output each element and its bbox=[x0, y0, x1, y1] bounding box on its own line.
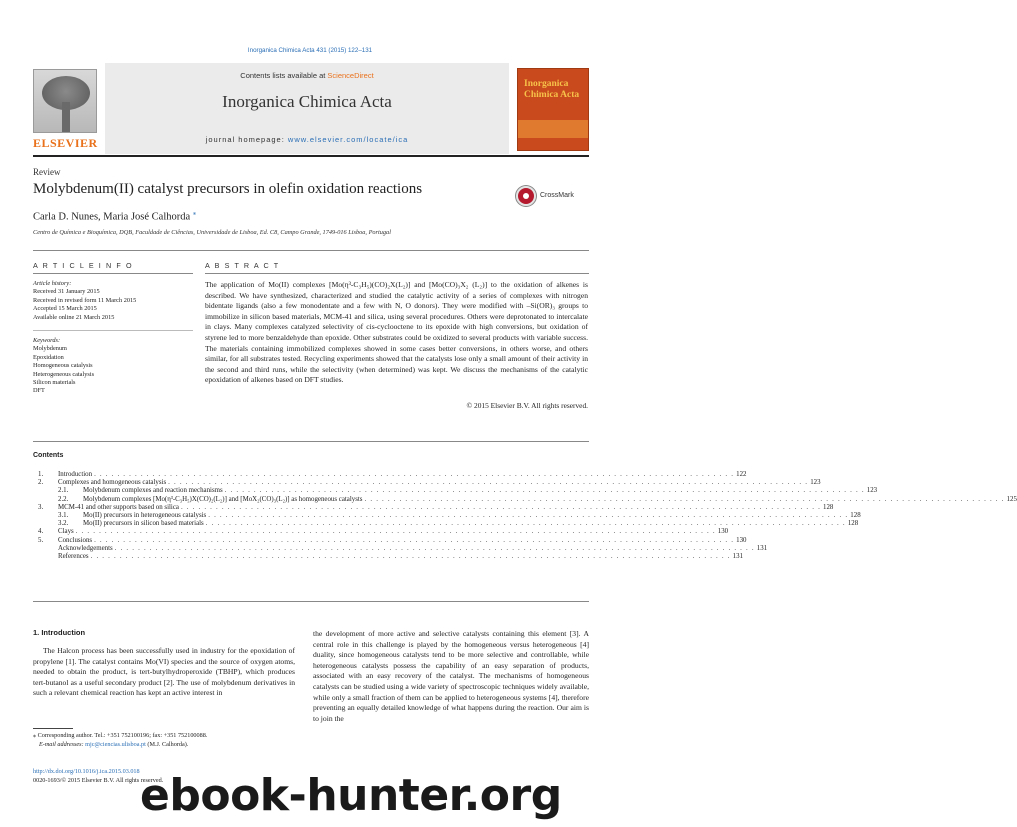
keyword: Homogeneous catalysis bbox=[33, 362, 93, 370]
toc-dot-leader: . . . . . . . . . . . . . . . . . . . . . . . . . . . . . . . . . . . . . . . . . . . . . . . . . . . . . . . . . . . . . . . . . . . . . . . . . . . . . . . . . . . . . . . . . . . . . . . . . . . . . . . . . . . . . . bbox=[208, 511, 849, 519]
contents-available-line bbox=[105, 71, 509, 80]
keyword: Heterogeneous catalysis bbox=[33, 370, 95, 378]
toc-entry[interactable] bbox=[33, 552, 744, 561]
corresponding-author-mark[interactable]: ⁎ bbox=[192, 209, 197, 217]
toc-title: MCM-41 and other supports based on silica bbox=[58, 503, 179, 511]
toc-number: 2.1. bbox=[58, 487, 69, 495]
toc-page-number: 128 bbox=[847, 520, 859, 528]
author-affiliation: Centro de Química e Bioquímica, DQB, Faculdade de Ciências, Universidade de Lisboa, Ed. C8, Campo Grande, 1749-016 Lisboa, Portugal bbox=[33, 229, 391, 236]
toc-number: 4. bbox=[38, 528, 44, 536]
table-of-contents bbox=[33, 471, 1017, 561]
article-authors bbox=[33, 209, 196, 223]
body-left-column bbox=[33, 646, 295, 699]
journal-masthead bbox=[33, 63, 589, 154]
contents-bottom-rule bbox=[33, 601, 589, 602]
toc-dot-leader: . . . . . . . . . . . . . . . . . . . . . . . . . . . . . . . . . . . . . . . . . . . . . . . . . . . . . . . . . . . . . . . . . . . . . . . . . . . . . . . . . . . . . . . . . . . . . . . . . . . . . . . . . . . . . . bbox=[75, 528, 716, 536]
issn-line: 0020-1693/© 2015 Elsevier B.V. All rights reserved. bbox=[33, 777, 164, 784]
keywords-label: Keywords: bbox=[33, 337, 61, 344]
info-separator bbox=[33, 330, 193, 331]
introduction-heading: 1. Introduction bbox=[33, 628, 86, 637]
history-item: Received 31 January 2015 bbox=[33, 288, 100, 296]
toc-title: Acknowledgements bbox=[58, 544, 113, 552]
toc-number: 3.1. bbox=[58, 511, 69, 519]
toc-entry[interactable] bbox=[33, 528, 729, 536]
contents-top-rule bbox=[33, 441, 589, 442]
abstract-heading: A B S T R A C T bbox=[205, 261, 280, 270]
toc-number: 2. bbox=[38, 479, 44, 487]
history-item: Available online 21 March 2015 bbox=[33, 313, 115, 321]
sciencedirect-link[interactable]: ScienceDirect bbox=[327, 71, 374, 80]
toc-entry[interactable] bbox=[33, 479, 821, 487]
toc-number: 3. bbox=[38, 503, 44, 511]
toc-page-number: 131 bbox=[732, 552, 744, 560]
article-history bbox=[33, 280, 193, 322]
footnote-rule bbox=[33, 728, 73, 729]
masthead-center bbox=[105, 63, 509, 154]
history-item: Accepted 15 March 2015 bbox=[33, 305, 97, 313]
masthead-divider bbox=[33, 155, 589, 157]
journal-cover-image bbox=[517, 68, 589, 151]
toc-entry[interactable] bbox=[33, 544, 768, 553]
toc-page-number: 125 bbox=[1006, 495, 1017, 503]
watermark bbox=[140, 770, 610, 820]
toc-title: Conclusions bbox=[58, 536, 93, 544]
toc-entry[interactable] bbox=[33, 471, 747, 479]
corresponding-author-footnote: ⁎ Corresponding author. Tel.: +351 752100196; fax: +351 752100088. bbox=[33, 732, 208, 739]
article-info-heading: A R T I C L E I N F O bbox=[33, 261, 134, 270]
abstract-copyright: © 2015 Elsevier B.V. All rights reserved. bbox=[466, 401, 588, 410]
cover-title: Inorganica Chimica Acta bbox=[524, 79, 580, 100]
toc-dot-leader: . . . . . . . . . . . . . . . . . . . . . . . . . . . . . . . . . . . . . . . . . . . . . . . . . . . . . . . . . . . . . . . . . . . . . . . . . . . . . . . . . . . . . . . . . . . . . . . . . . . . . . . . . . . . . . bbox=[94, 471, 735, 478]
toc-page-number: 123 bbox=[810, 479, 821, 487]
elsevier-tree-icon bbox=[33, 69, 97, 133]
keyword: Epoxidation bbox=[33, 353, 64, 361]
toc-dot-leader: . . . . . . . . . . . . . . . . . . . . . . . . . . . . . . . . . . . . . . . . . . . . . . . . . . . . . . . . . . . . . . . . . . . . . . . . . . . . . . . . . . . . . . . . . . . . . . . . . . . . . . . . . . . . . . bbox=[114, 544, 755, 552]
crossmark-button[interactable] bbox=[516, 186, 586, 208]
toc-title: References bbox=[58, 552, 89, 560]
contents-prefix: Contents lists available at bbox=[240, 71, 326, 80]
toc-title: Complexes and homogeneous catalysis bbox=[58, 479, 167, 487]
toc-page-number: 122 bbox=[736, 471, 747, 478]
article-section-label: Review bbox=[33, 167, 61, 177]
toc-number: 1. bbox=[38, 471, 44, 478]
toc-entry[interactable] bbox=[33, 511, 861, 520]
toc-dot-leader: . . . . . . . . . . . . . . . . . . . . . . . . . . . . . . . . . . . . . . . . . . . . . . . . . . . . . . . . . . . . . . . . . . . . . . . . . . . . . . . . . . . . . . . . . . . . . . . . . . . . . . . . . . . . . . bbox=[205, 520, 846, 528]
toc-dot-leader: . . . . . . . . . . . . . . . . . . . . . . . . . . . . . . . . . . . . . . . . . . . . . . . . . . . . . . . . . . . . . . . . . . . . . . . . . . . . . . . . . . . . . . . . . . . . . . . . . . . . . . . . . . . . . . bbox=[168, 479, 809, 487]
toc-entry[interactable] bbox=[33, 536, 747, 545]
author-names: Carla D. Nunes, Maria José Calhorda bbox=[33, 211, 191, 223]
history-item: Received in revised form 11 March 2015 bbox=[33, 296, 137, 304]
toc-title: Molybdenum complexes [Mo(η³-C₃H₅)X(CO)₂(L₂)] and [MoX₂(CO)₃(L₂)] as homogeneous catalysts bbox=[83, 495, 363, 503]
toc-number: 3.2. bbox=[58, 520, 69, 528]
email-footnote bbox=[33, 741, 303, 749]
toc-dot-leader: . . . . . . . . . . . . . . . . . . . . . . . . . . . . . . . . . . . . . . . . . . . . . . . . . . . . . . . . . . . . . . . . . . . . . . . . . . . . . . . . . . . . . . . . . . . . . . . . . . . . . . . . . . . . . . bbox=[90, 552, 731, 560]
toc-dot-leader: . . . . . . . . . . . . . . . . . . . . . . . . . . . . . . . . . . . . . . . . . . . . . . . . . . . . . . . . . . . . . . . . . . . . . . . . . . . . . . . . . . . . . . . . . . . . . . . . . . . . . . . . . . . . . . bbox=[94, 536, 735, 544]
contents-heading: Contents bbox=[33, 452, 64, 459]
toc-page-number: 128 bbox=[823, 503, 834, 511]
journal-homepage-line bbox=[105, 135, 509, 144]
toc-entry[interactable] bbox=[33, 503, 834, 512]
toc-number: 2.2. bbox=[58, 495, 69, 503]
body-paragraph: the development of more active and selective catalysts containing this element [3]. A central role in this challenge is played by the homogeneous versus heterogeneous [4] duality, since homogeneous catalysts tend to be more selective and controllable, while heterogeneous catalysts possess the capability of an easy separation of products, associated with an easy recovery of the catalyst. The mechanisms of homogeneous catalysts can be studied using a wide variety of spectroscopic techniques widely available, while only a small fraction of them can be applied to heterogeneous systems [4], therefore preventing an equally detailed knowledge of what happens during the reaction. Our aim is to join the bbox=[313, 629, 589, 723]
watermark-text: ebook-hunter.org bbox=[140, 770, 562, 821]
keyword: DFT bbox=[33, 387, 45, 395]
toc-page-number: 130 bbox=[736, 536, 747, 544]
article-info-rule bbox=[33, 273, 193, 274]
body-paragraph: The Halcon process has been successfully used in industry for the epoxidation of propylene [1]. The catalyst contains Mo(VI) species and the source of oxygen atoms, needed to obtain the product, is tert-butylhydroperoxide (TBHP), which produces tert-butanol as a useful secondary product [2]. The use of molybdenum derivatives in such a relevant chemical reaction has kept an active interest in bbox=[33, 646, 295, 698]
abstract-text: The application of Mo(II) complexes [Mo(η³-C₃H₅)(CO)₂X(L₂)] and [Mo(CO)₃X₂ (L₂)] to the oxidation of alkenes is described. We have synthesized, characterized and studied the catalytic activity of a series of complexes with nitrogen bidentate ligands (also a few monodentate and a few with N, O donors). They were modified with –Si(OR)₃ groups to immobilize in silicon based materials, MCM-41 and silica, using several procedures. Others were deprotonated to intercalate in clays. Many complexes catalyzed selectivity of cis-cyclooctene to its epoxide with high conversions, but oxidation of styrene led to more benzaldehyde than epoxide. Other substrates could be oxidized to several products with variable success. The materials containing immobilized complexes showed in some cases better conversions, in others worse, and others similar, for all substrates tested. Recycling experiments showed that the catalysts lose only a small amount of their activity in the second and third runs, while the selectivity (when determined) was kept. We discuss the mechanisms of the catalytic epoxidation of alkenes based on DFT studies. bbox=[205, 280, 588, 385]
toc-title: Mo(II) precursors in heterogeneous catalysis bbox=[83, 511, 207, 519]
abstract-rule bbox=[205, 273, 589, 274]
toc-entry[interactable] bbox=[33, 520, 859, 528]
toc-page-number: 131 bbox=[756, 544, 768, 552]
keyword: Molybdenum bbox=[33, 345, 67, 353]
header-divider bbox=[33, 250, 589, 251]
toc-page-number: 128 bbox=[850, 511, 861, 519]
toc-dot-leader: . . . . . . . . . . . . . . . . . . . . . . . . . . . . . . . . . . . . . . . . . . . . . . . . . . . . . . . . . . . . . . . . . . . . . . . . . . . . . . . . . . . . . . . . . . . . . . . . . . . . . . . . . . . . . . bbox=[224, 487, 865, 495]
elsevier-wordmark: ELSEVIER bbox=[33, 136, 98, 150]
toc-title: Introduction bbox=[58, 471, 93, 478]
elsevier-logo bbox=[33, 69, 97, 153]
article-title: Molybdenum(II) catalyst precursors in olefin oxidation reactions bbox=[33, 181, 423, 197]
email-link[interactable]: mjc@ciencias.ulisboa.pt bbox=[85, 741, 146, 748]
crossmark-label: CrossMark bbox=[540, 192, 574, 199]
crossmark-icon bbox=[516, 186, 536, 206]
toc-title: Molybdenum complexes and reaction mechanisms bbox=[83, 487, 223, 495]
toc-page-number: 130 bbox=[717, 528, 729, 536]
keyword: Silicon materials bbox=[33, 379, 76, 387]
journal-citation-link[interactable]: Inorganica Chimica Acta 431 (2015) 122–131 bbox=[247, 47, 373, 54]
doi-link[interactable]: http://dx.doi.org/10.1016/j.ica.2015.03.018 bbox=[33, 768, 140, 775]
homepage-prefix: journal homepage: bbox=[205, 135, 285, 144]
toc-dot-leader: . . . . . . . . . . . . . . . . . . . . . . . . . . . . . . . . . . . . . . . . . . . . . . . . . . . . . . . . . . . . . . . . . . . . . . . . . . . . . . . . . . . . . . . . . . . . . . . . . . . . . . . . . . . . . . bbox=[364, 495, 1005, 503]
toc-dot-leader: . . . . . . . . . . . . . . . . . . . . . . . . . . . . . . . . . . . . . . . . . . . . . . . . . . . . . . . . . . . . . . . . . . . . . . . . . . . . . . . . . . . . . . . . . . . . . . . . . . . . . . . . . . . . . . bbox=[180, 503, 822, 511]
toc-entry[interactable] bbox=[33, 487, 878, 495]
toc-entry[interactable] bbox=[33, 495, 1017, 504]
email-label: E-mail addresses: bbox=[39, 741, 84, 748]
journal-homepage-link[interactable]: www.elsevier.com/locate/ica bbox=[287, 135, 409, 144]
article-history-label: Article history: bbox=[33, 280, 72, 287]
toc-title: Mo(II) precursors in silicon based materials bbox=[83, 520, 204, 528]
toc-page-number: 123 bbox=[866, 487, 878, 495]
keywords-block bbox=[33, 337, 193, 396]
journal-title: Inorganica Chimica Acta bbox=[222, 92, 392, 111]
toc-number: 5. bbox=[38, 536, 44, 544]
toc-title: Clays bbox=[58, 528, 74, 536]
email-suffix: (M.J. Calhorda). bbox=[147, 741, 189, 748]
body-right-column bbox=[313, 629, 589, 724]
